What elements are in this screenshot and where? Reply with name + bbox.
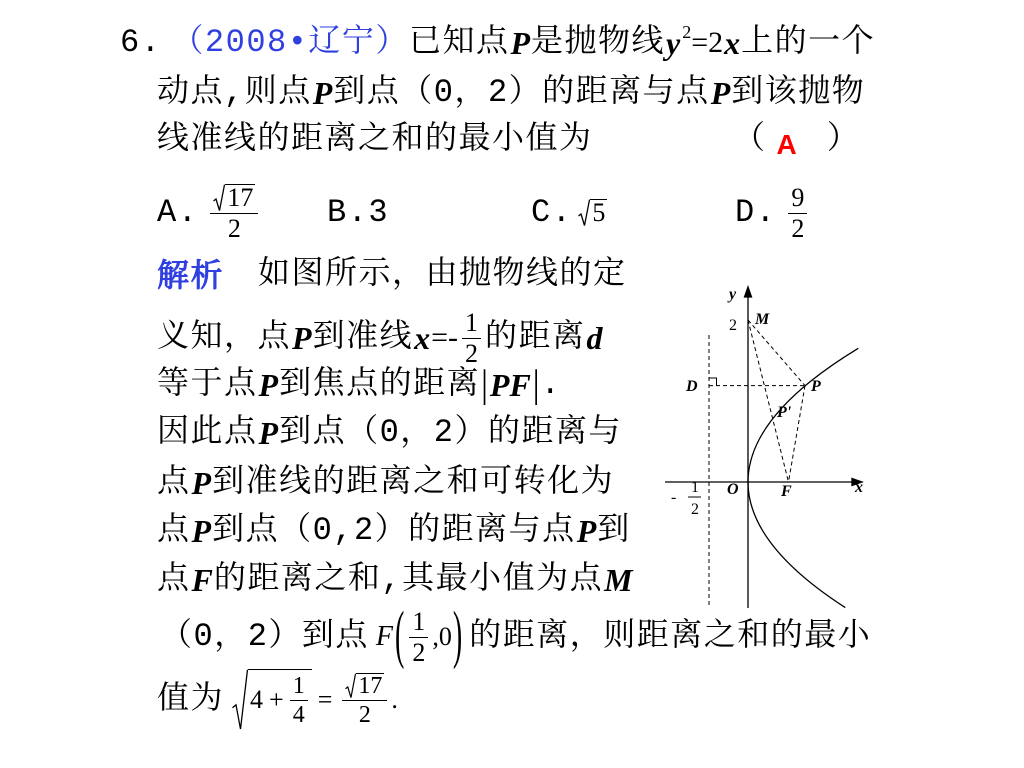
option-a-fraction — [210, 184, 258, 243]
solution-line-3 — [157, 365, 561, 405]
close-paren: ) — [452, 600, 463, 672]
solution-text: 点 — [157, 464, 191, 501]
period: . — [540, 366, 562, 403]
abs-bar-left: | — [481, 363, 488, 406]
fraction-numerator — [342, 673, 387, 701]
var-p: P — [710, 75, 731, 111]
radical-sign-icon — [345, 673, 356, 699]
question-text: 到该抛物 — [731, 74, 866, 111]
analysis-label: 解析 — [157, 257, 225, 293]
var-y: y — [666, 25, 681, 61]
half-numerator: 1 — [691, 479, 699, 496]
term-four: 4 — [250, 685, 264, 714]
question-text: 是抛物线 — [531, 24, 666, 61]
solution-line-7 — [157, 560, 634, 600]
var-p: P — [312, 75, 333, 111]
y-axis-label: y — [729, 286, 737, 303]
fraction-numerator — [210, 184, 258, 214]
plus-sign: + — [269, 685, 284, 714]
half-denominator: 2 — [691, 501, 699, 518]
origin-label: O — [727, 481, 739, 498]
solution-text: 的距离，则距离之和的最小 — [469, 618, 872, 655]
solution-text: 点 — [157, 512, 191, 549]
option-d-fraction — [788, 184, 807, 243]
option-b — [327, 193, 389, 233]
solution-text: 到准线 — [312, 319, 414, 356]
option-a-label: A. — [157, 194, 199, 231]
var-x: x — [414, 320, 431, 356]
x-axis-label: x — [855, 479, 863, 496]
solution-text: 等于点 — [157, 366, 258, 403]
quarter-fraction — [290, 673, 308, 728]
var-p: P — [576, 513, 597, 549]
var-x: x — [724, 25, 741, 61]
fraction-numerator: 1 — [290, 673, 308, 701]
focus-y-coord: ,0 — [432, 622, 452, 651]
y-axis-arrow-icon — [745, 287, 752, 297]
fraction-denominator: 2 — [791, 213, 805, 243]
open-paren: ( — [395, 600, 405, 672]
solution-line-9 — [157, 672, 398, 728]
solution-line-1 — [157, 255, 627, 295]
square-root-large — [232, 669, 312, 731]
point-d-label: D — [686, 378, 698, 395]
solution-text: 如图所示，由抛物线的定 — [258, 256, 627, 293]
radicand: 17 — [227, 182, 254, 212]
question-text: 已知点 — [408, 24, 510, 61]
result-fraction — [342, 673, 387, 728]
solution-text: （0，2）到点 — [160, 618, 369, 655]
solution-line-8 — [160, 600, 872, 672]
focus-x-fraction — [409, 608, 428, 667]
solution-line-5 — [157, 463, 614, 503]
radical-sign-icon — [578, 199, 590, 227]
option-d — [735, 182, 811, 243]
question-text: 上的一个 — [741, 24, 876, 61]
solution-text: 到 — [597, 512, 631, 549]
question-line-3 — [157, 120, 593, 160]
fraction-numerator: 1 — [409, 608, 428, 638]
right-angle-mark — [709, 378, 717, 386]
option-d-label: D. — [735, 194, 777, 231]
square-root — [578, 199, 607, 227]
option-c-label: C. — [531, 194, 573, 231]
half-fraction — [462, 309, 481, 368]
var-m: M — [604, 562, 633, 598]
fraction-numerator: 9 — [788, 184, 807, 214]
point-p-prime-label: P' — [777, 404, 792, 421]
option-b-label: B.3 — [327, 194, 390, 231]
segment-pf — [789, 386, 806, 482]
parabola — [748, 348, 858, 607]
fraction-numerator: 1 — [462, 309, 481, 339]
radical-sign-icon — [232, 669, 248, 731]
solution-text: 到准线的距离之和可转化为 — [212, 464, 615, 501]
option-a — [157, 182, 262, 243]
solution-text: 的距离 — [485, 319, 586, 356]
solution-text: 点 — [157, 561, 191, 598]
square-root — [213, 184, 255, 212]
question-line-2 — [157, 73, 865, 113]
solution-text: 因此点 — [157, 414, 258, 451]
answer-close-paren: ） — [826, 121, 861, 158]
solution-text: 义知，点 — [157, 319, 292, 356]
var-p: P — [191, 513, 212, 549]
var-f: F — [191, 562, 213, 598]
parabola-diagram — [660, 280, 880, 620]
equals-sign: = — [317, 685, 333, 714]
fraction-denominator: 2 — [412, 637, 426, 667]
period: . — [391, 685, 398, 714]
var-d: d — [586, 320, 603, 356]
question-number: 6. — [120, 24, 162, 61]
fraction-denominator: 2 — [358, 701, 371, 728]
solution-line-4 — [157, 413, 622, 453]
question-source: （2008•辽宁） — [171, 24, 409, 61]
var-p: P — [191, 465, 212, 501]
radicand — [248, 669, 312, 730]
fraction-denominator: 2 — [227, 213, 241, 243]
fraction-denominator: 4 — [292, 701, 305, 728]
square-root — [345, 673, 384, 699]
question-line-1 — [120, 23, 875, 63]
segment-mp — [748, 320, 805, 386]
solution-text: 到点（0，2）的距离与 — [279, 414, 622, 451]
point-m-label: M — [755, 311, 770, 328]
question-text: 线准线的距离之和的最小值为 — [157, 121, 593, 158]
solution-line-2 — [157, 307, 604, 368]
minus-sign: - — [671, 489, 677, 506]
point-p-label: P — [811, 378, 821, 395]
radicand: 5 — [592, 198, 606, 227]
solution-text: 值为 — [157, 681, 225, 718]
exponent: 2 — [682, 22, 692, 42]
solution-text: 到焦点的距离 — [279, 366, 481, 403]
question-text: 到点（0，2）的距离与点 — [333, 74, 710, 111]
answer-choice: A — [776, 129, 797, 160]
equals-two: =2 — [691, 26, 724, 59]
var-p: P — [510, 25, 530, 61]
focus-label: F — [781, 483, 792, 500]
var-p: P — [258, 415, 279, 451]
var-p: P — [258, 367, 279, 403]
solution-line-6 — [157, 511, 631, 551]
answer-open-paren: （ — [733, 121, 767, 158]
abs-bar-right: | — [532, 363, 540, 406]
radical-sign-icon — [213, 184, 225, 212]
segment-pf-label: PF — [489, 367, 531, 403]
question-text: 动点,则点 — [157, 74, 312, 111]
answer-bracket — [733, 120, 860, 160]
y-tick-label: 2 — [729, 317, 737, 334]
solution-text: 到点（0,2）的距离与点 — [212, 512, 576, 549]
option-c — [531, 193, 607, 233]
solution-text: 的距离之和,其最小值为点 — [213, 561, 604, 598]
radicand: 17 — [358, 672, 383, 699]
segment-mf — [748, 320, 789, 482]
var-f: F — [375, 621, 394, 652]
fraction-denominator: 2 — [465, 338, 478, 368]
var-p: P — [292, 320, 312, 356]
equals-minus: =- — [431, 321, 458, 354]
